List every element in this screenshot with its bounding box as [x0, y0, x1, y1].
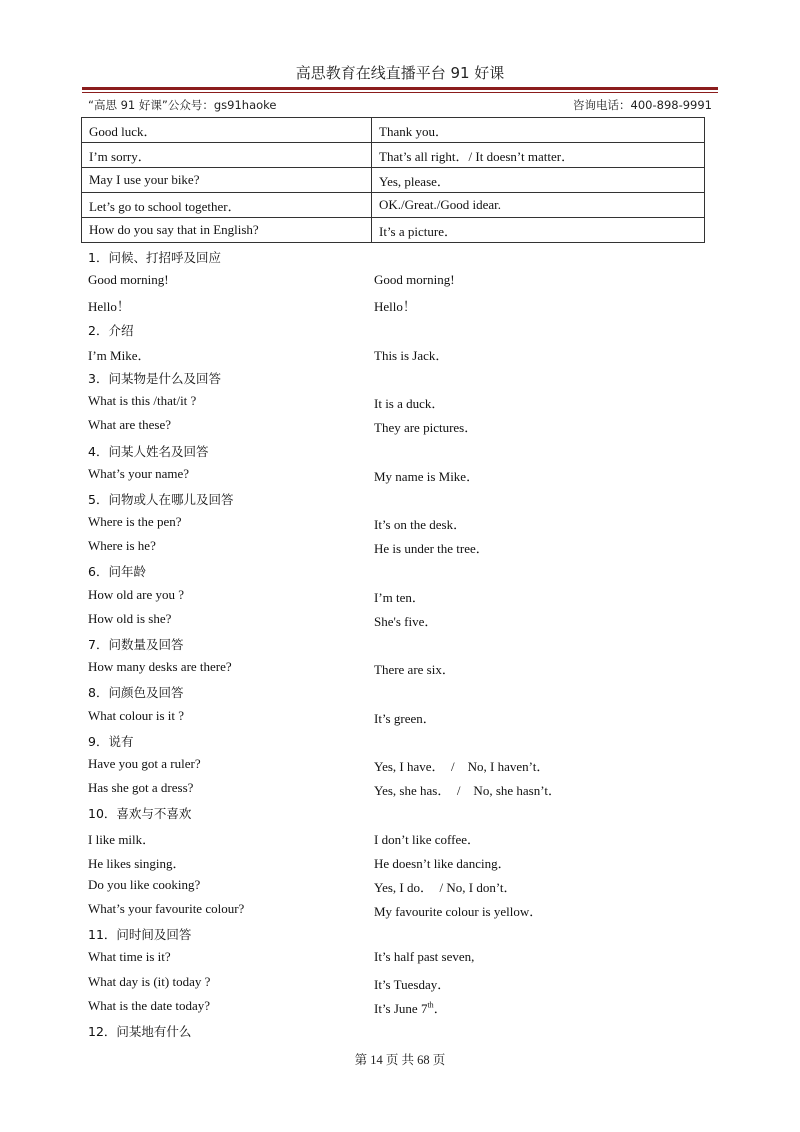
phrase-question: What’s your name?: [88, 465, 190, 481]
header-wechat-account: “高思 91 好课”公众号：gs91haoke: [88, 98, 277, 112]
section-heading: 11．问时间及回答: [88, 927, 192, 943]
section-heading-line: [0, 317, 800, 341]
table-row: [82, 168, 705, 193]
phrase-pair: [0, 655, 800, 679]
table-row: [82, 218, 705, 243]
phrase-answer: Good morning!: [374, 272, 455, 288]
phrase-answer: He is under the tree．: [374, 541, 489, 557]
phrase-question: Where is he?: [88, 538, 156, 554]
section-heading-line: [0, 800, 800, 824]
phrase-question: How old are you ?: [88, 586, 185, 602]
phrase-question: What day is (it) today ?: [88, 973, 211, 989]
section-heading: 4．问某人姓名及回答: [88, 443, 209, 459]
phrase-answer: I’m ten．: [374, 589, 425, 605]
section-heading: 2．介绍: [88, 322, 134, 338]
phrase-question: I like milk．: [88, 831, 156, 847]
table-cell-prompt: I’m sorry．: [82, 143, 372, 168]
phrase-pair: [0, 970, 800, 994]
phrase-pair: [0, 534, 800, 558]
table-row: [82, 118, 705, 143]
phrase-pair: [0, 583, 800, 607]
section-heading: 6．问年龄: [88, 564, 146, 580]
phrase-pair: [0, 607, 800, 631]
section-heading-line: [0, 438, 800, 462]
phrase-answer: They are pictures．: [374, 420, 478, 436]
phrase-answer: I don’t like coffee．: [374, 831, 481, 847]
table-cell-prompt: May I use your bike?: [82, 168, 372, 193]
table-cell-prompt: How do you say that in English?: [82, 218, 372, 243]
phrase-answer: He doesn’t like dancing．: [374, 855, 511, 871]
phrase-pair: [0, 873, 800, 897]
phrase-answer: It’s Tuesday．: [374, 976, 451, 992]
section-heading-line: [0, 558, 800, 582]
phrase-answer: It’s green．: [374, 710, 436, 726]
phrase-answer: My name is Mike．: [374, 468, 480, 484]
section-heading: 3．问某物是什么及回答: [88, 370, 221, 386]
phrase-list: [0, 244, 800, 1042]
phrase-question: Where is the pen?: [88, 514, 182, 530]
table-cell-prompt: Let’s go to school together．: [82, 193, 372, 218]
phrase-question: How many desks are there?: [88, 659, 232, 675]
phrase-pair: [0, 849, 800, 873]
phrase-question: Do you like cooking?: [88, 876, 201, 892]
phrase-answer: Yes, I have． / No, I haven’t．: [374, 758, 550, 774]
phrase-pair: [0, 341, 800, 365]
header-phone: 咨询电话：400-898-9991: [573, 98, 712, 112]
phrase-question: How old is she?: [88, 610, 172, 626]
phrase-answer: It is a duck．: [374, 396, 445, 412]
section-heading-line: [0, 728, 800, 752]
section-heading-line: [0, 244, 800, 268]
page-header-title: 高思教育在线直播平台 91 好课: [295, 64, 505, 82]
phrase-pair: [0, 462, 800, 486]
table-cell-response: Yes, please．: [372, 168, 705, 193]
section-heading: 12．问某地有什么: [88, 1024, 192, 1039]
phrase-answer-text: It’s June 7: [374, 1000, 428, 1016]
phrase-question: What’s your favourite colour?: [88, 901, 245, 917]
phrase-pair: [0, 825, 800, 849]
phrase-question: He likes singing．: [88, 855, 186, 871]
section-heading: 10．喜欢与不喜欢: [88, 806, 192, 822]
section-heading: 5．问物或人在哪儿及回答: [88, 491, 234, 507]
header-rule-thick: [82, 87, 718, 90]
phrase-pair: [0, 510, 800, 534]
phrase-pair: [0, 897, 800, 921]
table-cell-prompt: Good luck．: [82, 118, 372, 143]
phrase-answer: My favourite colour is yellow．: [374, 904, 543, 920]
section-heading-line: [0, 365, 800, 389]
phrase-answer: This is Jack．: [374, 347, 449, 363]
phrase-pair: [0, 413, 800, 437]
phrase-answer: Yes, I do． / No, I don’t．: [374, 879, 517, 895]
phrase-question: What are these?: [88, 417, 172, 433]
header-rule-thin: [82, 92, 718, 93]
section-heading-line: [0, 1018, 800, 1042]
phrase-answer: It’s half past seven,: [374, 949, 475, 965]
phrase-question: Hello！: [88, 299, 130, 315]
phrase-question: Have you got a ruler?: [88, 755, 201, 771]
section-heading: 9．说有: [88, 733, 134, 749]
table-cell-response: It’s a picture．: [372, 218, 705, 243]
phrase-question: Has she got a dress?: [88, 780, 194, 796]
phrase-answer: Yes, she has． / No, she hasn’t．: [374, 783, 561, 799]
section-heading: 8．问颜色及回答: [88, 685, 184, 701]
section-heading-line: [0, 679, 800, 703]
phrase-answer: It’s on the desk．: [374, 517, 467, 533]
phrase-pair: [0, 945, 800, 969]
phrase-question: What is this /that/it ?: [88, 393, 197, 409]
phrase-answer-punct: ．: [433, 1000, 447, 1016]
phrase-question: What is the date today?: [88, 997, 211, 1013]
phrase-pair: [0, 389, 800, 413]
table-cell-response: Thank you．: [372, 118, 705, 143]
phrase-question: I’m Mike．: [88, 347, 151, 363]
phrase-pair: [0, 752, 800, 776]
phrase-question: What time is it?: [88, 949, 171, 965]
table-cell-response: OK./Great./Good idear.: [372, 193, 705, 218]
section-heading: 1．问候、打招呼及回应: [88, 250, 221, 265]
phrase-pair: [0, 994, 800, 1018]
table-row: [82, 193, 705, 218]
phrase-question: Good morning!: [88, 272, 169, 288]
section-heading-line: [0, 486, 800, 510]
phrase-answer: [374, 998, 447, 1017]
section-heading: 7．问数量及回答: [88, 637, 184, 652]
phrase-pair: [0, 704, 800, 728]
phrase-answer: She's five．: [374, 613, 438, 629]
section-heading-line: [0, 921, 800, 945]
phrase-answer: There are six．: [374, 662, 455, 678]
page-footer: 第 14 页 共 68 页: [354, 1053, 446, 1067]
table-row: [82, 143, 705, 168]
dialogue-table: [81, 117, 705, 243]
phrase-pair: [0, 776, 800, 800]
phrase-question: What colour is it ?: [88, 707, 185, 723]
phrase-answer: Hello！: [374, 299, 416, 315]
phrase-pair: [0, 268, 800, 292]
ordinal-suffix: th: [427, 1000, 434, 1010]
section-heading-line: [0, 631, 800, 655]
phrase-pair: [0, 292, 800, 316]
table-cell-response: That’s all right．/ It doesn’t matter．: [372, 143, 705, 168]
